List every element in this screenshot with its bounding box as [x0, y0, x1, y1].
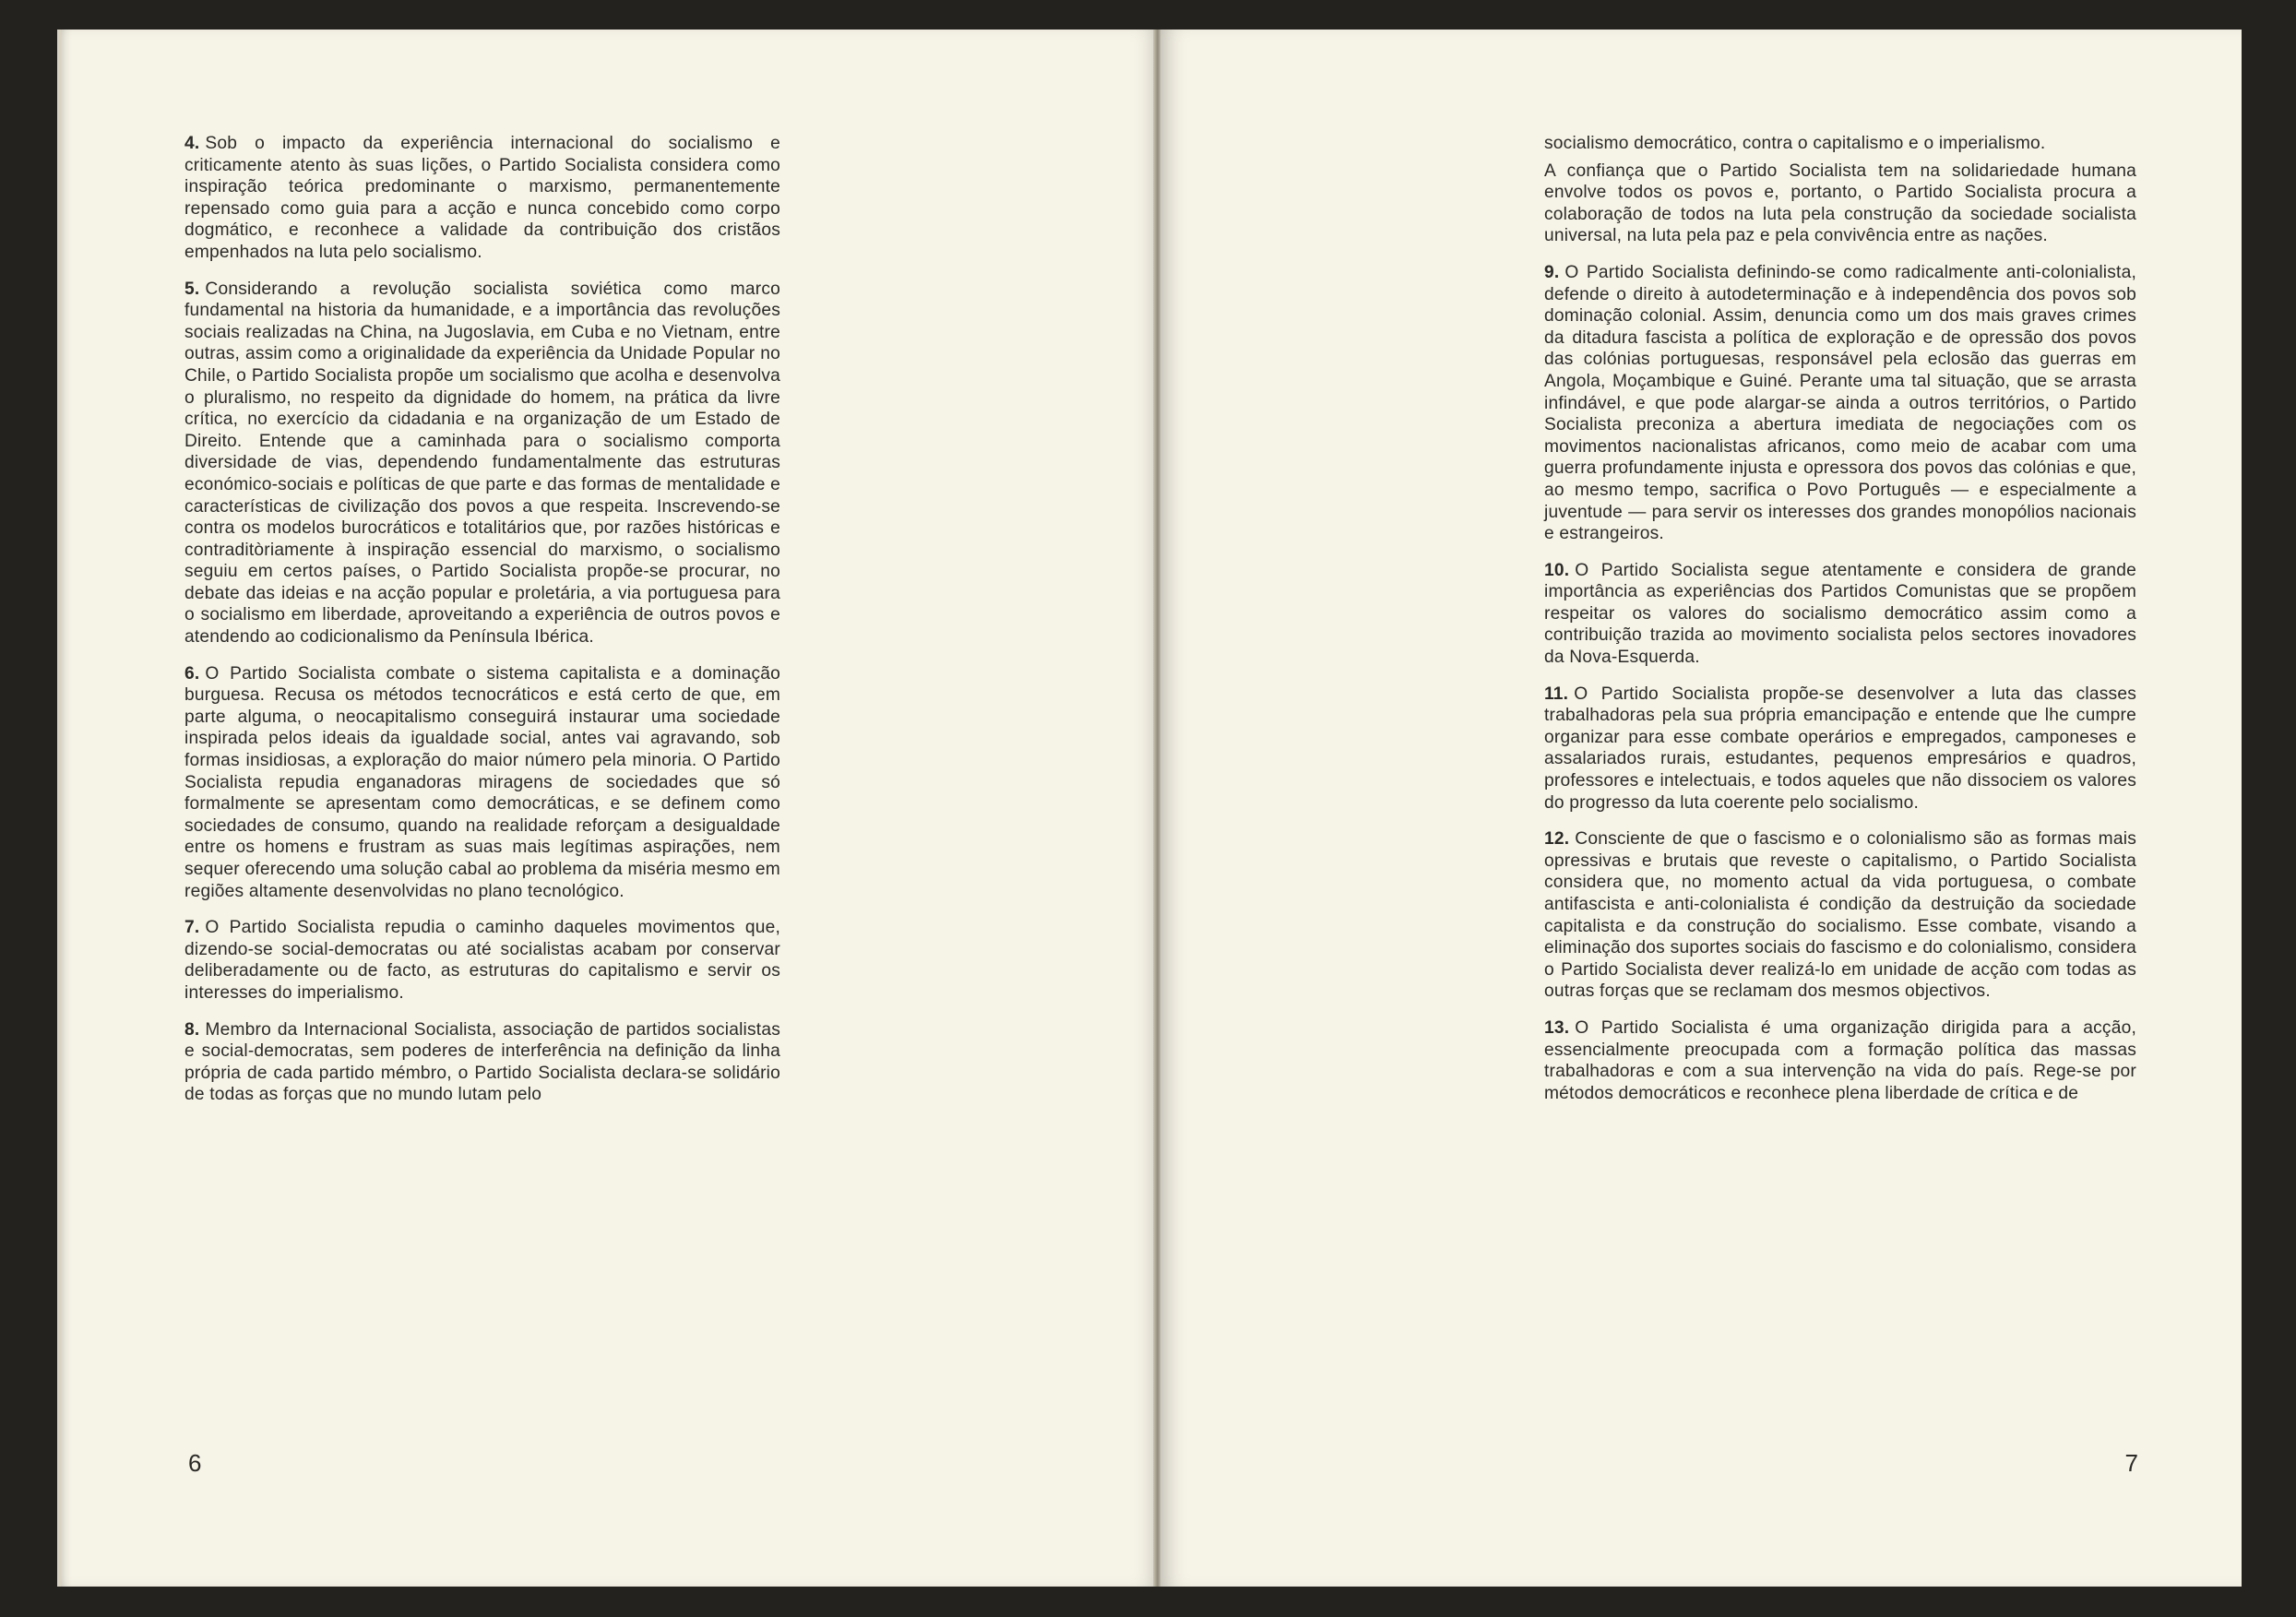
- left-page: [57, 30, 1160, 1587]
- paragraph-13: 13. O Partido Socialista é uma organização dirigida para a acção, essencialmente preocupada com a formação política das massas trabalhadoras e com a sua intervenção na vida do país. Rege-se por métodos democráticos e reconhece plena liberdade de crítica e de: [1544, 1017, 2136, 1103]
- paragraph-8-continuation: socialismo democrático, contra o capitalismo e o imperialismo.: [1544, 134, 2046, 153]
- paragraph-8-continuation-2: A confiança que o Partido Socialista tem na solidariedade humana envolve todos os povos e, portanto, o Partido Socialista procura a colaboração de todos na luta pela construção da sociedade socialista universal, na luta pela paz e pela convivência entre as nações.: [1544, 161, 2136, 246]
- paragraph-5: 5. Considerando a revolução socialista soviética como marco fundamental na historia da humanidade, e a importância das revoluções sociais realizadas na China, na Jugoslavia, em Cuba e no Vietnam, entre outras, assim como a originalidade da experiência da Unidade Popular no Chile, o Partido Socialista propõe um socialismo que acolha e desenvolva o pluralismo, no respeito da dignidade do homem, na prática da livre crítica, no exercício da cidadania e na organização de um Estado de Direito. Entende que a caminhada para o socialismo comporta diversidade de vias, dependendo fundamentalmente das estruturas económico-sociais e políticas de que parte e das formas de mentalidade e características de civilização dos povos a que respeita. Inscrevendo-se contra os modelos burocráticos e totalitários que, por razões históricas e contraditòriamente à inspiração essencial do marxismo, o socialismo seguiu em certos países, o Partido Socialista propõe-se procurar, no debate das ideias e na acção popular e proletária, a via portuguesa para o socialismo em liberdade, aproveitando a experiência de outros povos e atendendo ao codicionalismo da Península Ibérica.: [184, 279, 780, 648]
- paragraph-11: 11. O Partido Socialista propõe-se desenvolver a luta das classes trabalhadoras pela sua própria emancipação e entende que lhe cumpre organizar para esse combate operários e empregados, camponeses e assalariados rurais, estudantes, pequenos empresários e quadros, professores e intelectuais, e todos aqueles que não dissociem os valores do progresso da luta coerente pelo socialismo.: [1544, 684, 2136, 813]
- paragraph-12: 12. Consciente de que o fascismo e o colonialismo são as formas mais opressivas e brutais que reveste o capitalismo, o Partido Socialista considera que, no momento actual da vida portuguesa, o combate antifascista e anti-colonialista é condição da destruição da sociedade capitalista e da construção do socialismo. Esse combate, visando a eliminação dos suportes sociais do fascismo e do colonialismo, considera o Partido Socialista dever realizá-lo em unidade de acção com todas as outras forças que se reclamam dos mesmos objectivos.: [1544, 829, 2136, 1002]
- paragraph-10: 10. O Partido Socialista segue atentamente e considera de grande importância as experiências dos Partidos Comunistas que se propõem respeitar os valores do socialismo democrático assim como a contribuição trazida ao movimento socialista pelos sectores inovadores da Nova-Esquerda.: [1544, 560, 2136, 668]
- paragraph-4: 4. Sob o impacto da experiência internacional do socialismo e criticamente atento às suas lições, o Partido Socialista considera como inspiração teórica predominante o marxismo, permanentemente repensado como guia para a acção e nunca concebido como corpo dogmático, e reconhece a validade da contribuição dos cristãos empenhados na luta pelo socialismo.: [184, 134, 780, 262]
- right-page: [1160, 30, 2242, 1587]
- paragraph-6: 6. O Partido Socialista combate o sistema capitalista e a dominação burguesa. Recusa os métodos tecnocráticos e está certo de que, em parte alguma, o neocapitalismo conseguirá instaurar uma sociedade inspirada pelos ideais da igualdade social, antes vai agravando, sob formas insidiosas, a exploração do maior número pela minoria. O Partido Socialista repudia enganadoras miragens de sociedades que só formalmente se apresentam como democráticas, e se definem como sociedades de consumo, quando na realidade reforçam a desigualdade entre os homens e frustram as suas mais legítimas aspirações, nem sequer oferecendo uma solução cabal ao problema da miséria mesmo em regiões altamente desenvolvidas no plano tecnológico.: [184, 663, 780, 901]
- page-number-left: 6: [188, 1449, 202, 1477]
- right-text-column: [1544, 133, 2136, 1119]
- left-text-column: [184, 133, 780, 1121]
- paragraph-7: 7. O Partido Socialista repudia o caminho daqueles movimentos que, dizendo-se social-democratas ou até socialistas acabam por conservar deliberadamente ou de facto, as estruturas do capitalismo e servir os interesses do imperialismo.: [184, 918, 780, 1003]
- page-number-right: 7: [2124, 1449, 2138, 1477]
- paragraph-8: 8. Membro da Internacional Socialista, associação de partidos socialistas e social-democratas, sem poderes de interferência na definição da linha própria de cada partido mémbro, o Partido Socialista declara-se solidário de todas as forças que no mundo lutam pelo: [184, 1019, 780, 1105]
- paragraph-9: 9. O Partido Socialista definindo-se como radicalmente anti-colonialista, defende o direito à autodeterminação e à independência dos povos sob dominação colonial. Assim, denuncia como um dos mais graves crimes da ditadura fascista a política de exploração e de opressão dos povos das colónias portuguesas, responsável pela eclosão das guerras em Angola, Moçambique e Guiné. Perante uma tal situação, que se arrasta infindável, e que pode alargar-se ainda a outros territórios, o Partido Socialista preconiza a abertura imediata de negociações com os movimentos nacionalistas africanos, como meio de acabar com uma guerra profundamente injusta e opressora dos povos das colónias e que, ao mesmo tempo, sacrifica o Povo Português — e especialmente a juventude — para servir os interesses dos grandes monopólios nacionais e estrangeiros.: [1544, 262, 2136, 544]
